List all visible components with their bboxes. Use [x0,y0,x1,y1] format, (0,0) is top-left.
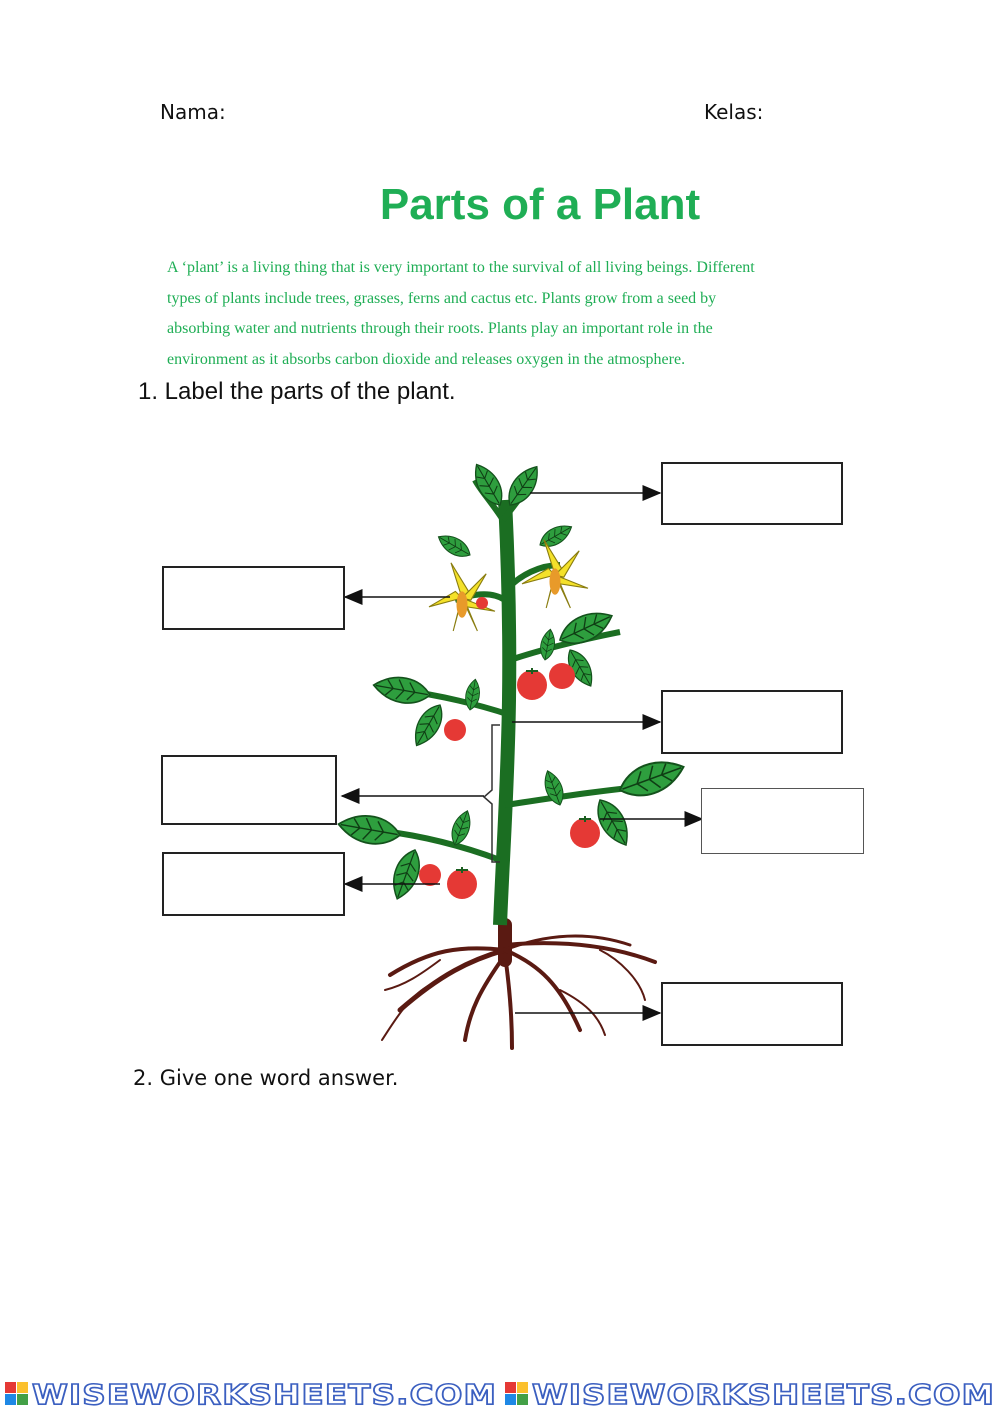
intro-line: absorbing water and nutrients through their roots. Plants play an important role in the [167,320,713,337]
pointer-arrows [342,493,702,1013]
footer-watermark [0,1372,1000,1413]
plant-illustration [0,440,1000,1060]
intro-line: types of plants include trees, grasses, ferns and cactus etc. Plants grow from a seed by [167,289,717,307]
intro-line: A ‘plant’ is a living thing that is very important to the survival of all living beings. Different [167,259,755,276]
label-box-branch[interactable] [161,755,337,825]
label-box-leaf-right[interactable] [701,788,864,854]
label-box-stem[interactable] [661,690,843,754]
roots [382,925,655,1048]
footer-text-1: WISEWORKSHEETS.COM [32,1378,497,1411]
intro-line: environment as it absorbs carbon dioxide and releases oxygen in the atmosphere. [167,350,686,368]
page-title: Parts of a Plant [379,180,701,229]
class-label: Kelas: [704,100,764,124]
footer-text-2: WISEWORKSHEETS.COM [532,1378,995,1411]
logo-badge-icon [505,1382,528,1405]
label-box-leaf[interactable] [661,462,843,525]
logo-badge-icon [5,1382,28,1405]
branches [375,480,660,860]
intro-paragraph [167,253,847,375]
question-2: 2. Give one word answer. [133,1066,399,1090]
question-1: 1. Label the parts of the plant. [138,378,456,405]
label-box-fruit[interactable] [162,852,345,916]
wiseworksheets-logo [0,1372,1000,1413]
name-label: Nama: [160,100,226,124]
label-box-root[interactable] [661,982,843,1046]
label-box-flower[interactable] [162,566,345,630]
